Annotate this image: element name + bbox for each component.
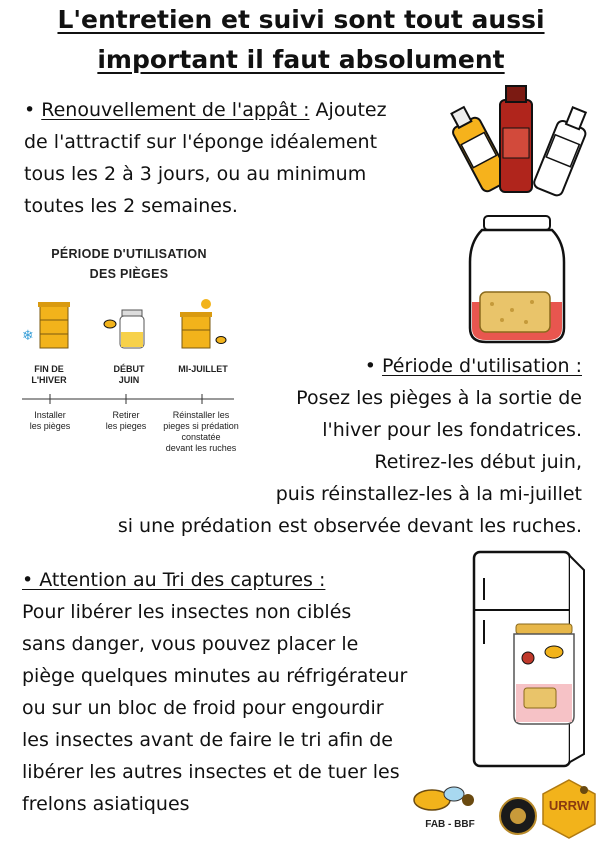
snowflake-icon — [22, 328, 34, 344]
stage-action-line: Installer — [34, 410, 66, 420]
jar-with-sponge-illustration — [462, 210, 572, 348]
text-line: Ajoutez — [309, 99, 387, 121]
attractant-bottles-illustration — [448, 80, 588, 206]
stage-action-line: pieges si prédation — [163, 421, 239, 431]
fridge-with-trap-illustration — [468, 548, 588, 770]
section-bait-renewal — [24, 94, 444, 222]
trap-jar-icon — [120, 310, 144, 348]
section-heading-sorting: • Attention au Tri des captures : — [22, 569, 326, 591]
section-heading-period: Période d'utilisation : — [382, 355, 582, 377]
beehive-icon — [180, 312, 212, 348]
page-title-line-2: important il faut absolument — [97, 45, 505, 74]
stage-action-line: les pièges — [29, 421, 71, 431]
stage-action-line: constatée — [181, 432, 221, 442]
infographic-icons — [18, 298, 240, 358]
sun-icon — [201, 299, 211, 309]
text-line: de l'attractif sur l'éponge idéalement — [24, 131, 378, 153]
text-line: libérer les autres insectes et de tuer les — [22, 761, 400, 783]
text-line: piège quelques minutes au réfrigérateur — [22, 665, 408, 687]
svg-text:❄: ❄ — [22, 328, 34, 344]
bullet: • — [364, 355, 383, 377]
bullet: • — [24, 99, 42, 121]
infographic-title-line-1: PÉRIODE D'UTILISATION — [51, 247, 207, 261]
text-line: toutes les 2 semaines. — [24, 195, 238, 217]
stage-label-line: FIN DE — [34, 364, 64, 374]
section-capture-sorting — [22, 564, 472, 820]
stage-action-line: Retirer — [112, 410, 140, 420]
text-line: sans danger, vous pouvez placer le — [22, 633, 359, 655]
page-title-line-1: L'entretien et suivi sont tout aussi — [57, 5, 545, 34]
text-line: ou sur un bloc de froid pour engourdir — [22, 697, 384, 719]
text-line: Retirez-les début juin, — [374, 451, 582, 473]
stage-action-line: devant les ruches — [165, 443, 237, 453]
text-line: l'hiver pour les fondatrices. — [322, 419, 582, 441]
bee-icon — [104, 320, 116, 328]
beehive-icon — [38, 302, 70, 348]
stage-action-line: les pieges — [105, 421, 147, 431]
stage-label-line: MI-JUILLET — [178, 364, 228, 374]
text-line: Posez les pièges à la sortie de — [296, 387, 582, 409]
text-line: frelons asiatiques — [22, 793, 190, 815]
stage-label-line: JUIN — [118, 375, 140, 385]
text-line: si une prédation est observée devant les ruches. — [117, 515, 582, 537]
text-line: tous les 2 à 3 jours, ou au minimum — [24, 163, 367, 185]
urrw-logo-text: URRW — [548, 798, 590, 813]
infographic-title-line-2: DES PIÈGES — [89, 267, 169, 281]
stage-label-line: L'HIVER — [31, 375, 67, 385]
fab-bbf-logo-text: FAB - BBF — [425, 819, 475, 830]
stage-action-line: Réinstaller les — [172, 410, 230, 420]
section-heading-bait: Renouvellement de l'appât : — [41, 99, 310, 121]
section-usage-period — [60, 350, 582, 542]
text-line: puis réinstallez-les à la mi-juillet — [275, 483, 582, 505]
round-badge-logo — [498, 796, 538, 836]
stage-label-line: DÉBUT — [113, 364, 145, 374]
text-line: Pour libérer les insectes non ciblés — [22, 601, 352, 623]
text-line: les insectes avant de faire le tri afin de — [22, 729, 393, 751]
bee-icon — [216, 337, 226, 344]
